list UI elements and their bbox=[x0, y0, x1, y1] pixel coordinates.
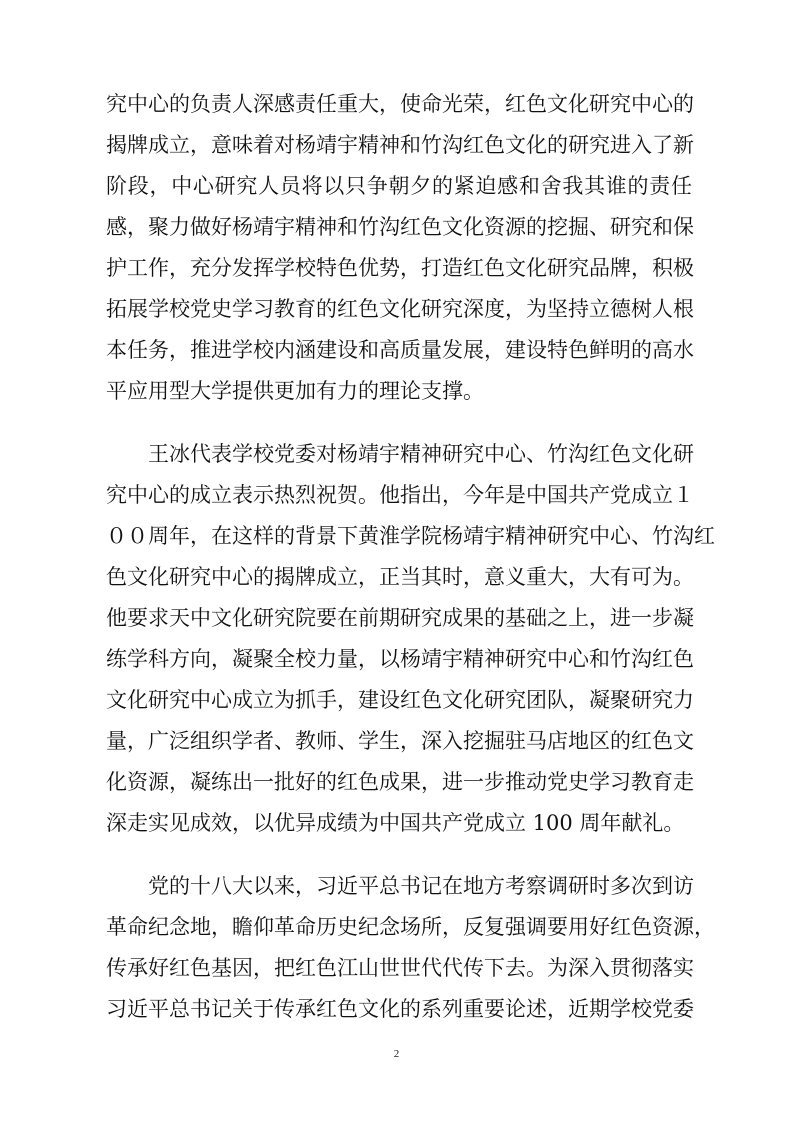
text-line: 护工作，充分发挥学校特色优势，打造红色文化研究品牌，积极 bbox=[106, 256, 694, 280]
text-line: 他要求天中文化研究院要在前期研究成果的基础之上，进一步凝 bbox=[106, 606, 694, 630]
text-line: 革命纪念地，瞻仰革命历史纪念场所，反复强调要用好红色资源， bbox=[106, 915, 715, 939]
text-line: 习近平总书记关于传承红色文化的系列重要论述，近期学校党委 bbox=[106, 997, 694, 1021]
paragraph-2 bbox=[106, 434, 715, 844]
text-line: 文化研究中心成立为抓手，建设红色文化研究团队，凝聚研究力 bbox=[106, 688, 694, 712]
paragraph-1 bbox=[106, 84, 692, 412]
text-line: 究中心的负责人深感责任重大，使命光荣，红色文化研究中心的 bbox=[106, 92, 694, 116]
text-line: 阶段，中心研究人员将以只争朝夕的紧迫感和舍我其谁的责任 bbox=[106, 174, 692, 198]
text-line: 本任务，推进学校内涵建设和高质量发展，建设特色鲜明的高水 bbox=[106, 338, 694, 362]
text-line: 化资源，凝练出一批好的红色成果，进一步推动党史学习教育走 bbox=[106, 770, 694, 794]
paragraph-3 bbox=[106, 866, 715, 1030]
text-line: 揭牌成立，意味着对杨靖宇精神和竹沟红色文化的研究进入了新 bbox=[106, 133, 694, 157]
page-number: 2 bbox=[393, 1048, 400, 1060]
text-line: 究中心的成立表示热烈祝贺。他指出，今年是中国共产党成立１ bbox=[106, 483, 694, 507]
text-line: 色文化研究中心的揭牌成立，正当其时，意义重大，大有可为。 bbox=[106, 565, 694, 589]
text-line: 王冰代表学校党委对杨靖宇精神研究中心、竹沟红色文化研 bbox=[106, 442, 694, 466]
text-line: 党的十八大以来，习近平总书记在地方考察调研时多次到访 bbox=[106, 874, 694, 898]
text-line: ００周年，在这样的背景下黄淮学院杨靖宇精神研究中心、竹沟红 bbox=[106, 524, 715, 548]
text-line: 拓展学校党史学习教育的红色文化研究深度，为坚持立德树人根 bbox=[106, 297, 694, 321]
text-line: 深走实见成效，以优异成绩为中国共产党成立 100 周年献礼。 bbox=[106, 811, 685, 835]
text-line: 量，广泛组织学者、教师、学生，深入挖掘驻马店地区的红色文 bbox=[106, 729, 694, 753]
text-line: 平应用型大学提供更加有力的理论支撑。 bbox=[106, 379, 484, 403]
text-line: 练学科方向，凝聚全校力量，以杨靖宇精神研究中心和竹沟红色 bbox=[106, 647, 694, 671]
paragraph-gap bbox=[106, 844, 692, 866]
text-line: 感，聚力做好杨靖宇精神和竹沟红色文化资源的挖掘、研究和保 bbox=[106, 215, 694, 239]
text-line: 传承好红色基因，把红色江山世世代代传下去。为深入贯彻落实 bbox=[106, 956, 694, 980]
paragraph-gap bbox=[106, 412, 692, 434]
body-text bbox=[106, 84, 715, 1030]
